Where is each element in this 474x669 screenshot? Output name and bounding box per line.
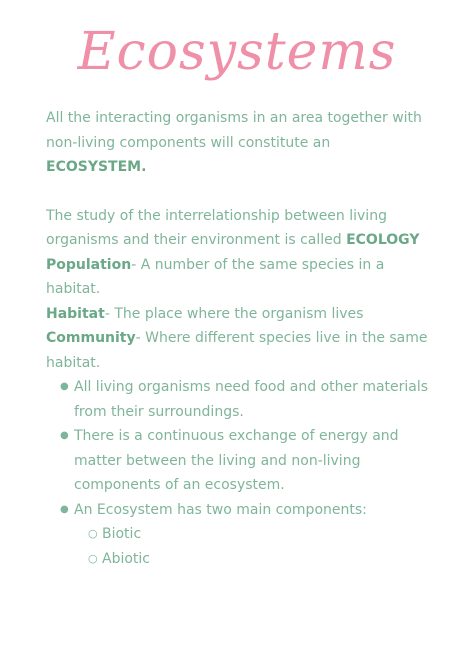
ecosystem-term: ECOSYSTEM. [46, 159, 147, 175]
bullet-item-components [74, 498, 430, 572]
definition-term: Community [46, 330, 136, 346]
definition-population [46, 253, 430, 302]
definition-text: - Where different species live in the same habitat. [46, 330, 428, 371]
definition-term: Habitat [46, 305, 105, 322]
ecology-paragraph [46, 204, 430, 253]
definition-community [46, 326, 430, 375]
ecology-term: ECOLOGY [346, 232, 420, 248]
definition-text: - A number of the same species in a habitat. [46, 256, 385, 297]
bullet-list [46, 375, 430, 571]
intro-text: All the interacting organisms in an area together with non-living components will constitute an [46, 110, 422, 151]
component-item-biotic: ○ Biotic [102, 522, 430, 547]
definition-habitat [46, 302, 430, 327]
definition-term: Population [46, 256, 132, 273]
intro-paragraph [46, 106, 430, 180]
component-item-abiotic: ○ Abiotic [102, 547, 430, 572]
page-title: Ecosystems [77, 22, 397, 82]
definition-text: - The place where the organism lives [104, 305, 364, 322]
bullet-item: ● All living organisms need food and other materials from their surroundings. [74, 375, 430, 424]
component-list [74, 522, 430, 571]
ecology-text: The study of the interrelationship between living organisms and their environment is called [46, 207, 387, 248]
bullet-item: ● There is a continuous exchange of energy and matter between the living and non-living components of an ecosystem. [74, 424, 430, 498]
document-body [46, 106, 430, 571]
bullet-text: An Ecosystem has two main components: [74, 501, 367, 518]
